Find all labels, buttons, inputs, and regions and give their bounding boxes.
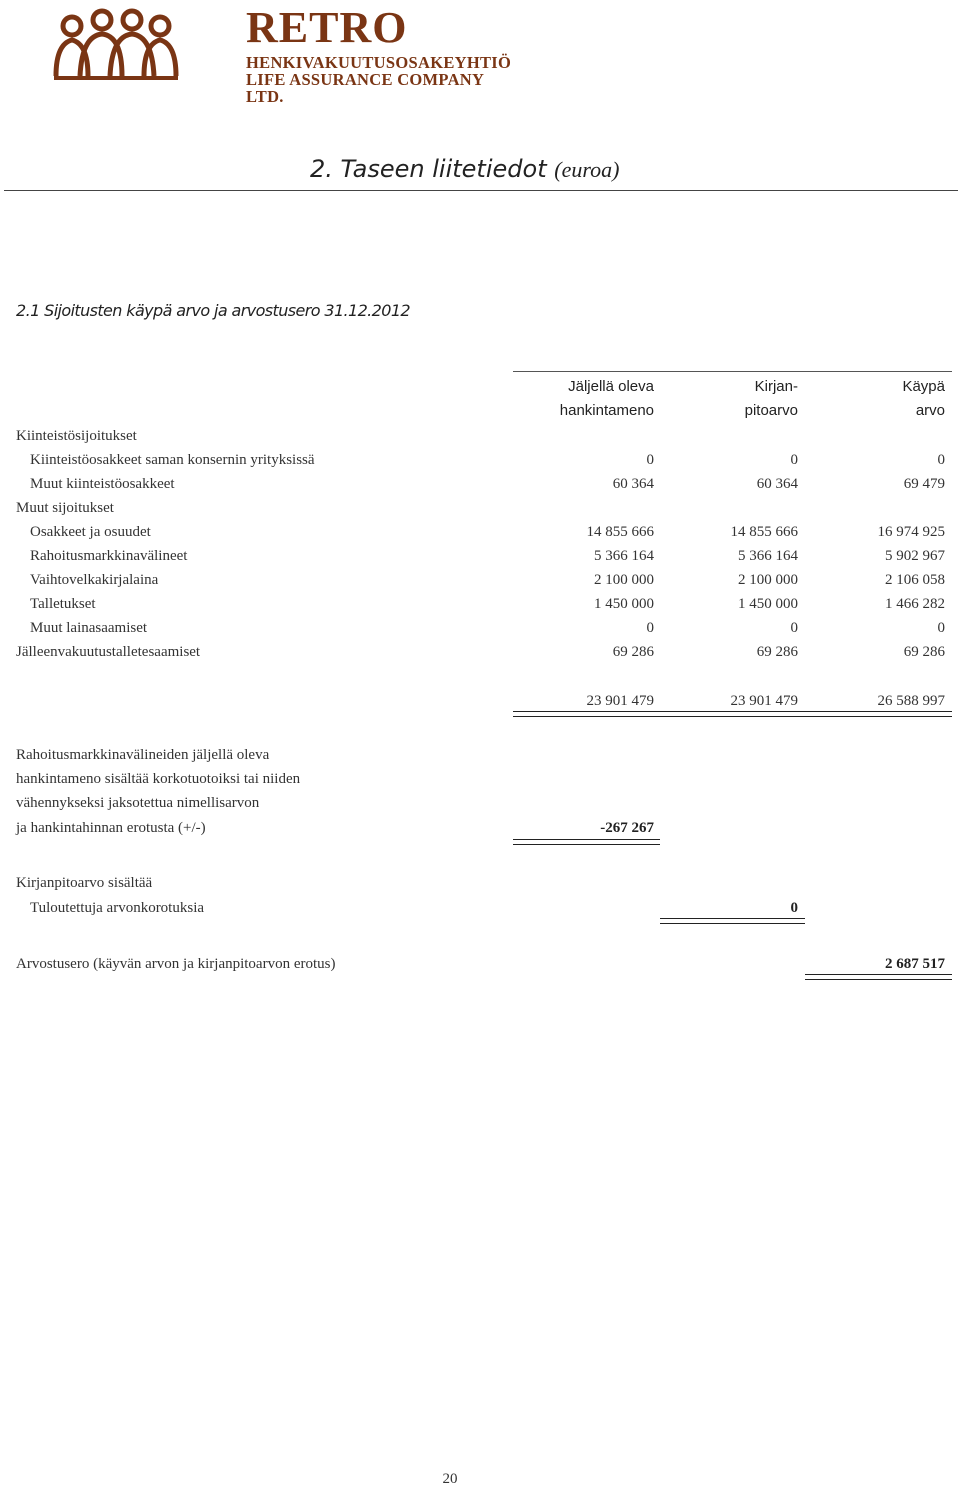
row-label: Talletukset <box>30 596 96 612</box>
row-book-value: 14 855 666 <box>730 524 798 540</box>
note1-value: -267 267 <box>600 820 654 836</box>
row-book-value: 69 286 <box>756 644 798 660</box>
row-label: Kiinteistösijoitukset <box>16 428 137 444</box>
note1-line2: hankintameno sisältää korkotuotoiksi tai niiden <box>16 771 301 787</box>
page-title-unit: (euroa) <box>554 157 620 182</box>
title-divider <box>4 190 958 191</box>
col3-header-rule <box>805 371 952 372</box>
table-row <box>0 546 960 570</box>
col2-header-line2: pitoarvo <box>744 402 798 419</box>
row-fair-value: 1 466 282 <box>885 596 945 612</box>
row-label: Muut sijoitukset <box>16 500 114 516</box>
row-acquisition-cost: 1 450 000 <box>594 596 654 612</box>
row-label: Vaihtovelkakirjalaina <box>30 572 159 588</box>
row-label: Osakkeet ja osuudet <box>30 524 151 540</box>
col2-header-rule <box>660 371 805 372</box>
table-row <box>0 426 960 450</box>
table-row <box>0 618 960 642</box>
row-label: Kiinteistöosakkeet saman konsernin yrityksissä <box>30 452 315 468</box>
table-row <box>0 450 960 474</box>
note3-double-underline <box>805 974 952 980</box>
col2-header-line1: Kirjan- <box>754 378 798 395</box>
row-book-value: 1 450 000 <box>738 596 798 612</box>
table-row <box>0 474 960 498</box>
note2-heading: Kirjanpitoarvo sisältää <box>16 875 153 891</box>
row-acquisition-cost: 60 364 <box>612 476 654 492</box>
row-acquisition-cost: 2 100 000 <box>594 572 654 588</box>
table-row <box>0 522 960 546</box>
note3-value: 2 687 517 <box>885 956 945 972</box>
row-acquisition-cost: 0 <box>646 620 654 636</box>
note2-double-underline <box>660 918 805 924</box>
section-title: 2.1 Sijoitusten käypä arvo ja arvostusero 31.12.2012 <box>16 301 410 320</box>
page-title <box>310 155 619 183</box>
row-fair-value: 2 106 058 <box>885 572 945 588</box>
col1-header-rule <box>513 371 660 372</box>
row-label: Muut kiinteistöosakkeet <box>30 476 175 492</box>
total-fair-value: 26 588 997 <box>877 693 945 709</box>
row-fair-value: 16 974 925 <box>877 524 945 540</box>
logo-subtitle-fi: HENKIVAKUUTUSOSAKEYHTIÖ <box>246 53 512 72</box>
row-book-value: 0 <box>790 620 798 636</box>
row-label: Rahoitusmarkkinavälineet <box>30 548 188 564</box>
note1-double-underline <box>513 839 660 845</box>
row-book-value: 0 <box>790 452 798 468</box>
page-title-text: 2. Taseen liitetiedot <box>310 155 547 183</box>
page-number: 20 <box>442 1471 458 1487</box>
note3-label: Arvostusero (käyvän arvon ja kirjanpitoarvon erotus) <box>16 956 336 972</box>
row-fair-value: 0 <box>937 452 945 468</box>
table-row <box>0 594 960 618</box>
note1-line4: ja hankintahinnan erotusta (+/-) <box>16 820 206 836</box>
col3-header-line1: Käypä <box>902 378 945 395</box>
row-fair-value: 0 <box>937 620 945 636</box>
total-acquisition-cost: 23 901 479 <box>586 693 654 709</box>
table-row <box>0 570 960 594</box>
totals-double-underline <box>513 711 952 717</box>
note2-value: 0 <box>790 900 798 916</box>
note1-line1: Rahoitusmarkkinavälineiden jäljellä oleva <box>16 747 270 763</box>
row-acquisition-cost: 69 286 <box>612 644 654 660</box>
col1-header-line2: hankintameno <box>559 402 654 419</box>
col3-header-line2: arvo <box>915 402 945 419</box>
row-book-value: 60 364 <box>756 476 798 492</box>
retro-logo-icon <box>50 4 180 86</box>
col1-header-line1: Jäljellä oleva <box>568 378 654 395</box>
total-book-value: 23 901 479 <box>730 693 798 709</box>
note2-label: Tuloutettuja arvonkorotuksia <box>30 900 205 916</box>
table-row <box>0 498 960 522</box>
note1-line3: vähennykseksi jaksotettua nimellisarvon <box>16 795 260 811</box>
row-fair-value: 69 479 <box>903 476 945 492</box>
row-book-value: 5 366 164 <box>738 548 798 564</box>
row-book-value: 2 100 000 <box>738 572 798 588</box>
row-acquisition-cost: 0 <box>646 452 654 468</box>
table-row <box>0 642 960 666</box>
row-label: Jälleenvakuutustalletesaamiset <box>16 644 201 660</box>
company-logo <box>50 3 512 106</box>
row-acquisition-cost: 5 366 164 <box>594 548 654 564</box>
logo-brand-text: RETRO <box>246 3 408 52</box>
row-acquisition-cost: 14 855 666 <box>586 524 654 540</box>
logo-subtitle-en: LIFE ASSURANCE COMPANY LTD. <box>246 70 484 106</box>
row-label: Muut lainasaamiset <box>30 620 148 636</box>
row-fair-value: 69 286 <box>903 644 945 660</box>
row-fair-value: 5 902 967 <box>885 548 945 564</box>
